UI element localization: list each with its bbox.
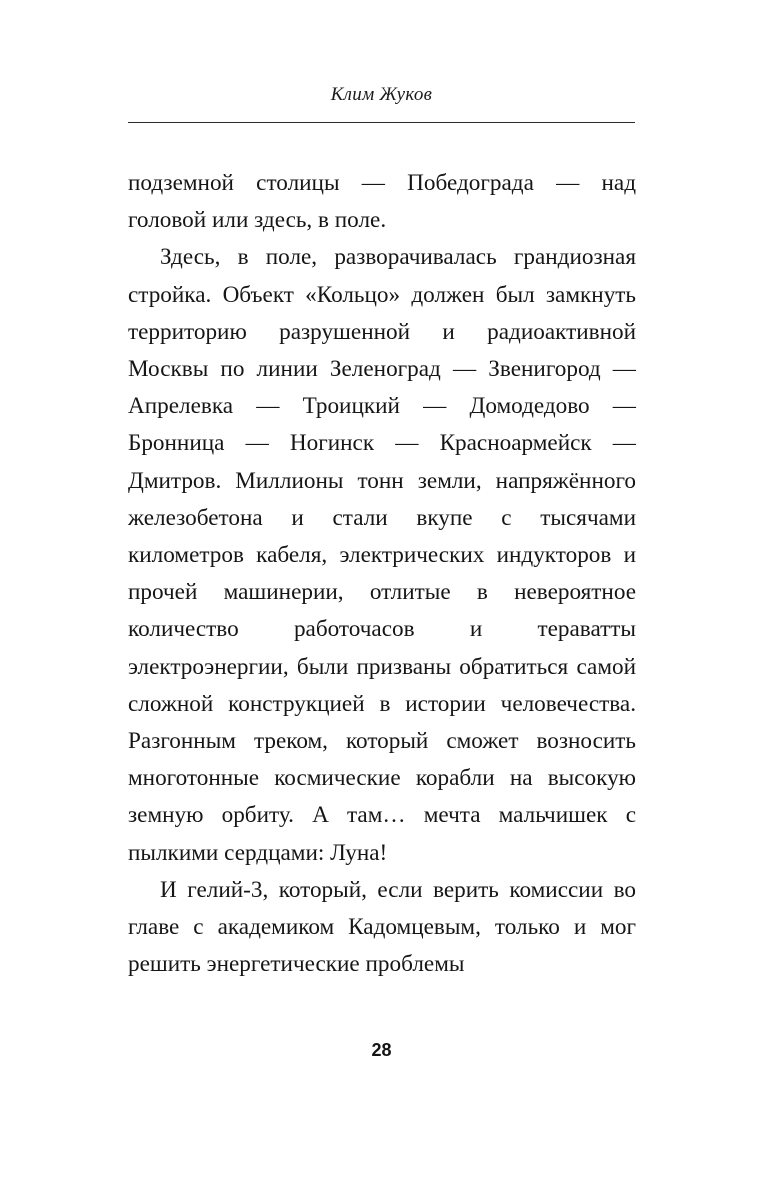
running-head-author: Клим Жуков (330, 84, 433, 105)
page-number: 28 (371, 1040, 392, 1060)
paragraph: подземной столицы — Победограда — над головой или здесь, в поле. (128, 170, 636, 234)
paragraph: Здесь, в поле, разворачивалась грандиозная стройка. Объект «Кольцо» должен был замкнуть территорию разрушенной и радиоактивной Москвы по линии Зеленоград — Звенигород — Апрелевка — Троицкий — Домодедово — Бронница — Ногинск — Красноармейск — Дмитров. Миллионы тонн земли, напряжённого железобетона и стали вкупе с тысячами километров кабеля, электрических индукторов и прочей машинерии, отлитые в невероятное количество работочасов и тераватты электроэнергии, были призваны обратиться самой сложной конструкцией в истории человечества. Разгонным треком, который сможет возносить многотонные космические корабли на высокую земную орбиту. А там… мечта мальчишек с пылкими сердцами: Луна! (128, 244, 636, 866)
body-text (128, 165, 636, 983)
paragraph: И гелий-3, который, если верить комиссии во главе с академиком Кадомцевым, только и мог решить энергетические проблемы (128, 876, 636, 978)
header-divider (128, 122, 635, 123)
